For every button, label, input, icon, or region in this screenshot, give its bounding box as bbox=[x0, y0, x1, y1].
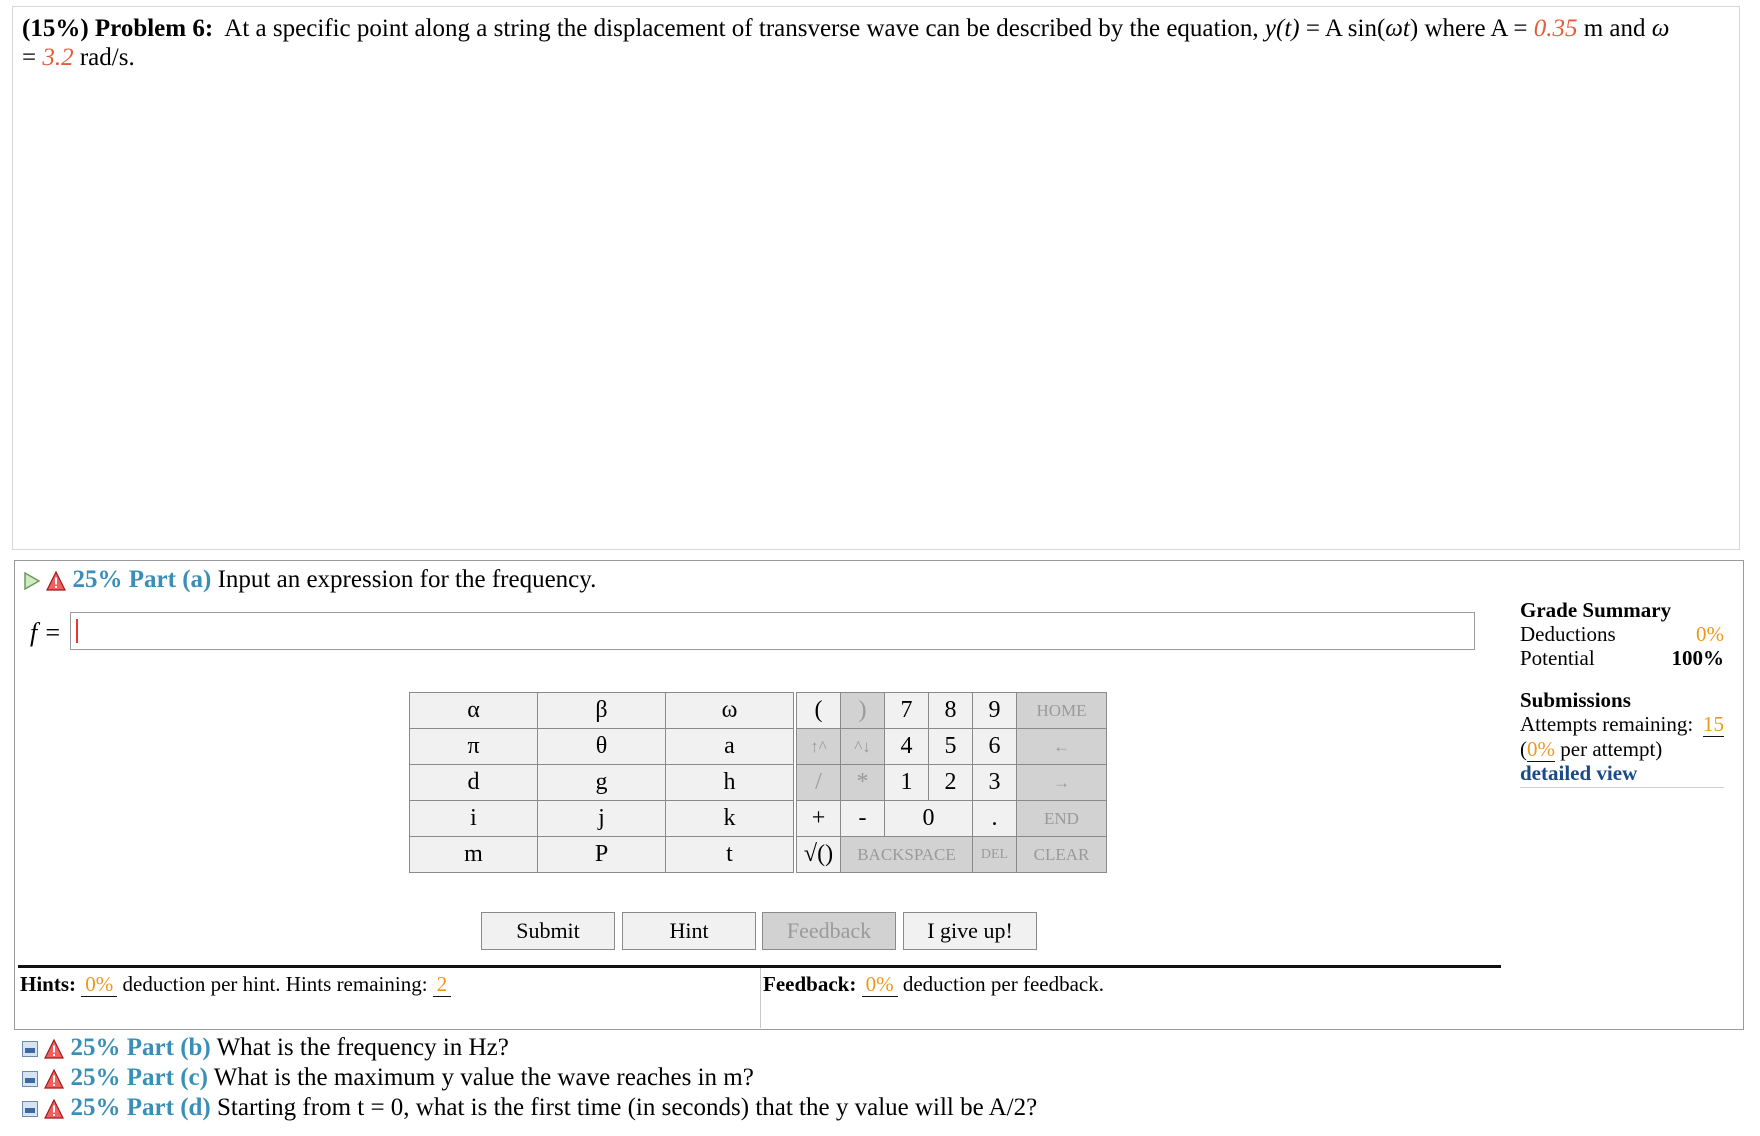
feedback-deduction: 0% bbox=[862, 972, 898, 997]
answer-label: f = bbox=[30, 618, 62, 647]
part-d-label: Part (d) bbox=[126, 1094, 211, 1121]
variable-keypad bbox=[409, 692, 794, 873]
part-c-prompt: What is the maximum y value the wave reaches in m? bbox=[213, 1064, 754, 1091]
submit-button[interactable]: Submit bbox=[481, 912, 615, 950]
hints-label: Hints: bbox=[20, 972, 77, 996]
part-c-percent: 25% bbox=[70, 1064, 121, 1091]
key-plus[interactable]: + bbox=[797, 801, 841, 837]
key-i[interactable]: i bbox=[410, 801, 538, 837]
attempts-value: 15 bbox=[1703, 712, 1724, 736]
collapsed-part-icon[interactable] bbox=[22, 1041, 38, 1057]
feedback-info bbox=[763, 972, 1104, 997]
problem-statement bbox=[22, 14, 1732, 72]
key-a[interactable]: a bbox=[666, 729, 794, 765]
omega-equals: = bbox=[22, 44, 43, 71]
per-attempt-row: (0% per attempt) bbox=[1520, 737, 1663, 761]
part-a-header bbox=[24, 565, 596, 595]
amplitude-unit: m and bbox=[1577, 15, 1652, 42]
key-0[interactable]: 0 bbox=[885, 801, 973, 837]
problem-text: At a specific point along a string the displacement of transverse wave can be described by the equation, bbox=[224, 15, 1259, 42]
key-sqrt[interactable]: √() bbox=[797, 837, 841, 873]
key-divide[interactable]: / bbox=[797, 765, 841, 801]
potential-label: Potential bbox=[1520, 646, 1595, 670]
collapsed-part-icon[interactable] bbox=[22, 1101, 38, 1117]
key-7[interactable]: 7 bbox=[885, 693, 929, 729]
attempts-row bbox=[1520, 712, 1724, 737]
key-g[interactable]: g bbox=[538, 765, 666, 801]
submissions-title: Submissions bbox=[1520, 688, 1631, 712]
key-decimal[interactable]: . bbox=[973, 801, 1017, 837]
key-home[interactable]: HOME bbox=[1017, 693, 1107, 729]
key-superscript[interactable]: ↑^ bbox=[797, 729, 841, 765]
key-left-arrow[interactable]: ← bbox=[1017, 729, 1107, 765]
equation-arg: ωt bbox=[1385, 15, 1410, 42]
key-del[interactable]: DEL bbox=[973, 837, 1017, 873]
part-c-label: Part (c) bbox=[126, 1064, 208, 1091]
warning-icon bbox=[44, 1099, 64, 1119]
warning-icon bbox=[46, 571, 66, 591]
key-subscript[interactable]: ^↓ bbox=[841, 729, 885, 765]
key-5[interactable]: 5 bbox=[929, 729, 973, 765]
equation-lhs: y(t) bbox=[1264, 15, 1300, 42]
hints-remaining: 2 bbox=[433, 972, 452, 997]
key-t[interactable]: t bbox=[666, 837, 794, 873]
hint-button[interactable]: Hint bbox=[622, 912, 756, 950]
key-theta[interactable]: θ bbox=[538, 729, 666, 765]
part-b-row[interactable] bbox=[22, 1033, 509, 1063]
deductions-label: Deductions bbox=[1520, 622, 1616, 646]
feedback-button[interactable]: Feedback bbox=[762, 912, 896, 950]
give-up-button[interactable]: I give up! bbox=[903, 912, 1037, 950]
equation-end: ) where A = bbox=[1409, 15, 1534, 42]
key-alpha[interactable]: α bbox=[410, 693, 538, 729]
attempts-label: Attempts remaining: bbox=[1520, 712, 1694, 736]
key-2[interactable]: 2 bbox=[929, 765, 973, 801]
key-d[interactable]: d bbox=[410, 765, 538, 801]
numeric-keypad bbox=[796, 692, 1107, 873]
key-end[interactable]: END bbox=[1017, 801, 1107, 837]
key-omega[interactable]: ω bbox=[666, 693, 794, 729]
key-9[interactable]: 9 bbox=[973, 693, 1017, 729]
key-h[interactable]: h bbox=[666, 765, 794, 801]
feedback-label: Feedback: bbox=[763, 972, 857, 996]
part-b-prompt: What is the frequency in Hz? bbox=[216, 1034, 509, 1061]
potential-row bbox=[1520, 646, 1724, 670]
hints-info bbox=[20, 972, 451, 997]
text-caret bbox=[76, 619, 78, 643]
warning-icon bbox=[44, 1069, 64, 1089]
answer-input[interactable] bbox=[70, 612, 1475, 650]
per-attempt-text: per attempt) bbox=[1560, 737, 1663, 761]
key-clear[interactable]: CLEAR bbox=[1017, 837, 1107, 873]
key-P[interactable]: P bbox=[538, 837, 666, 873]
key-1[interactable]: 1 bbox=[885, 765, 929, 801]
potential-value: 100% bbox=[1671, 646, 1724, 670]
key-right-arrow[interactable]: → bbox=[1017, 765, 1107, 801]
key-beta[interactable]: β bbox=[538, 693, 666, 729]
part-d-prompt: Starting from t = 0, what is the first time (in seconds) that the y value will be A/2? bbox=[217, 1094, 1038, 1121]
key-backspace[interactable]: BACKSPACE bbox=[841, 837, 973, 873]
part-a-percent: 25% bbox=[72, 566, 123, 593]
part-d-row[interactable] bbox=[22, 1093, 1037, 1123]
equation-mid: = A sin( bbox=[1299, 15, 1386, 42]
part-b-percent: 25% bbox=[70, 1034, 121, 1061]
part-d-percent: 25% bbox=[70, 1094, 121, 1121]
omega-symbol: ω bbox=[1651, 15, 1670, 42]
key-j[interactable]: j bbox=[538, 801, 666, 837]
hints-divider bbox=[760, 968, 761, 1028]
key-6[interactable]: 6 bbox=[973, 729, 1017, 765]
detailed-view-link[interactable]: detailed view bbox=[1520, 761, 1638, 785]
collapsed-part-icon[interactable] bbox=[22, 1071, 38, 1087]
key-open-paren[interactable]: ( bbox=[797, 693, 841, 729]
expand-arrow-icon[interactable] bbox=[24, 572, 40, 590]
key-4[interactable]: 4 bbox=[885, 729, 929, 765]
key-close-paren[interactable]: ) bbox=[841, 693, 885, 729]
key-m[interactable]: m bbox=[410, 837, 538, 873]
key-minus[interactable]: - bbox=[841, 801, 885, 837]
grade-summary-title: Grade Summary bbox=[1520, 598, 1672, 622]
omega-value: 3.2 bbox=[42, 44, 74, 71]
problem-weight: (15%) bbox=[22, 15, 89, 42]
warning-icon bbox=[44, 1039, 64, 1059]
part-a-label: Part (a) bbox=[128, 566, 212, 593]
per-attempt-pct: 0% bbox=[1527, 737, 1555, 761]
grade-summary bbox=[1520, 598, 1724, 788]
problem-number: Problem 6: bbox=[94, 15, 214, 42]
key-3[interactable]: 3 bbox=[973, 765, 1017, 801]
key-multiply[interactable]: * bbox=[841, 765, 885, 801]
omega-unit: rad/s. bbox=[73, 44, 135, 71]
part-c-row[interactable] bbox=[22, 1063, 754, 1093]
part-b-label: Part (b) bbox=[126, 1034, 211, 1061]
hints-text: deduction per hint. Hints remaining: bbox=[122, 972, 428, 996]
part-a-prompt: Input an expression for the frequency. bbox=[217, 566, 597, 593]
amplitude-value: 0.35 bbox=[1533, 15, 1578, 42]
key-pi[interactable]: π bbox=[410, 729, 538, 765]
key-8[interactable]: 8 bbox=[929, 693, 973, 729]
deductions-row bbox=[1520, 622, 1724, 646]
deductions-value: 0% bbox=[1696, 622, 1724, 646]
hints-deduction: 0% bbox=[81, 972, 117, 997]
key-k[interactable]: k bbox=[666, 801, 794, 837]
feedback-text: deduction per feedback. bbox=[902, 972, 1104, 996]
summary-separator bbox=[1520, 785, 1724, 788]
problem-container bbox=[12, 6, 1740, 550]
